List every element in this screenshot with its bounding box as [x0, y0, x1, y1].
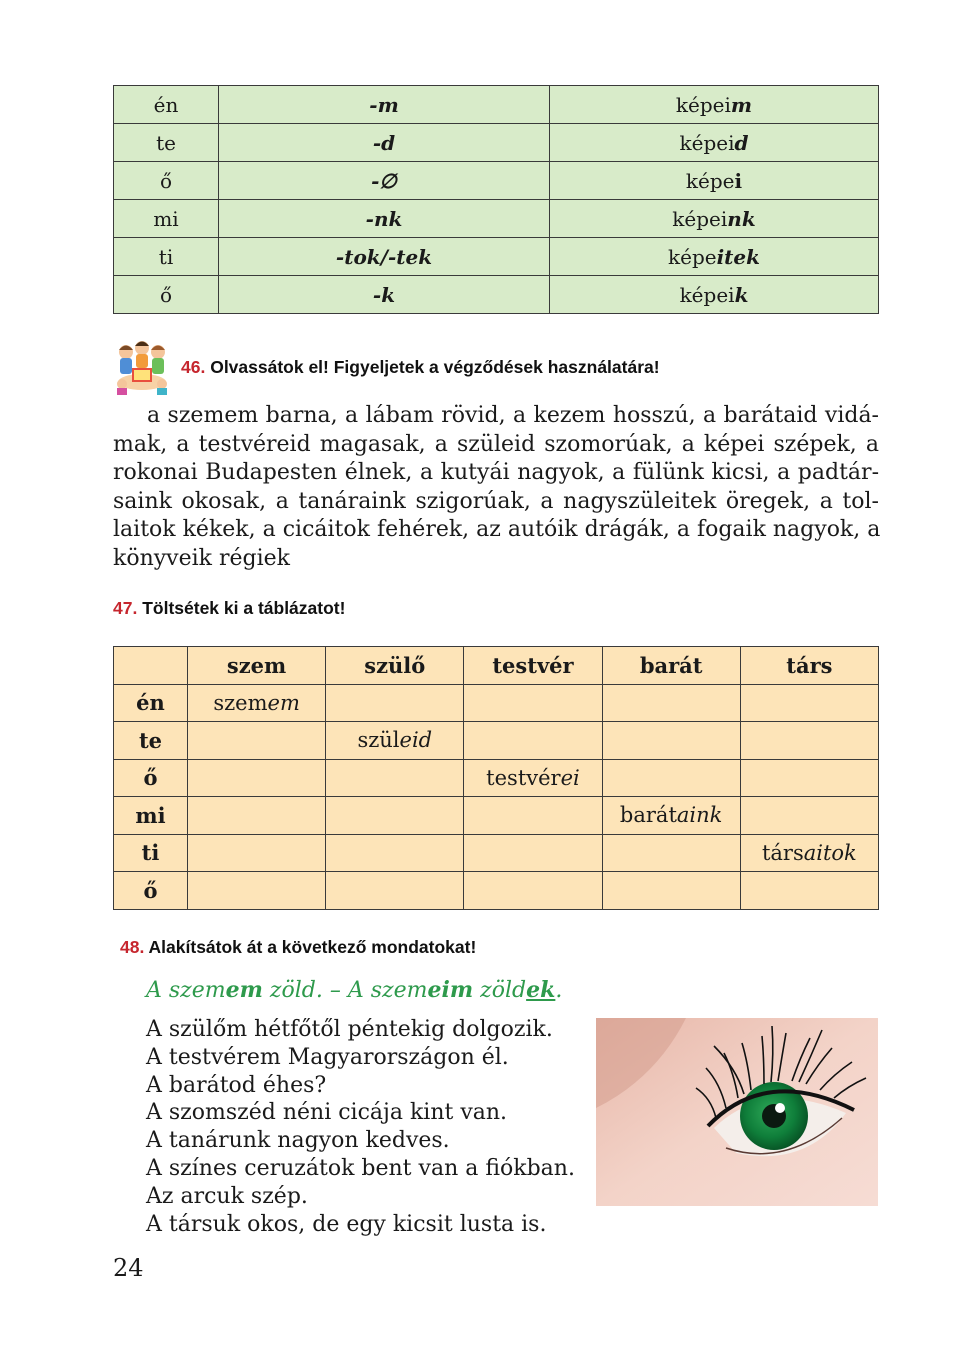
pronoun-cell: én [114, 86, 219, 124]
page-number: 24 [113, 1254, 144, 1282]
word-ending: aink [676, 803, 723, 828]
sentence: A szülőm hétfőtől péntekig dolgozik. [146, 1017, 553, 1042]
empty-answer-cell[interactable] [740, 684, 878, 722]
word-ending: nk [727, 206, 756, 231]
example-word-cell [550, 200, 879, 238]
paragraph-line: saink okosak, a tanáraink szigorúak, a nagyszüleitek öregek, a tol- [113, 488, 879, 514]
empty-answer-cell[interactable] [464, 684, 602, 722]
sentence-list [146, 1016, 575, 1238]
word-ending: k [734, 282, 749, 307]
paragraph-line: könyveik régiek [113, 545, 290, 571]
table-row [114, 722, 879, 760]
sentence: A színes ceruzátok bent van a fiókban. [146, 1155, 575, 1181]
pronoun-cell: te [114, 124, 219, 162]
suffix-cell: -k [219, 276, 550, 314]
empty-answer-cell[interactable] [188, 834, 326, 872]
suffix-cell: -d [219, 124, 550, 162]
column-header: társ [740, 647, 878, 685]
exercise-47-title: Töltsétek ki a táblázatot! [142, 598, 346, 618]
paragraph-line: a szemem barna, a lábam rövid, a kezem hosszú, a barátaid vidá- [147, 403, 879, 428]
empty-answer-cell[interactable] [602, 834, 740, 872]
paragraph-line: rokonai Budapesten élnek, a kutyái nagyok, a fülünk kicsi, a padtár- [113, 460, 879, 485]
empty-answer-cell[interactable] [740, 759, 878, 797]
table-row [114, 759, 879, 797]
empty-answer-cell[interactable] [464, 872, 602, 910]
table-row [114, 200, 879, 238]
exercise-46-heading [181, 357, 660, 378]
sentence: A barátod éhes? [146, 1072, 327, 1098]
empty-answer-cell[interactable] [740, 797, 878, 835]
table-row [114, 872, 879, 910]
paragraph-line: laitok kékek, a cicáitok fehérek, az autóik drágák, a fogaik nagyok, a [113, 517, 881, 542]
empty-answer-cell[interactable] [188, 872, 326, 910]
word-ending: em [267, 690, 300, 715]
column-header: barát [602, 647, 740, 685]
answer-cell[interactable] [602, 797, 740, 835]
word-base: társ [761, 840, 804, 865]
word-ending: itek [716, 244, 760, 269]
table-row [114, 238, 879, 276]
empty-answer-cell[interactable] [326, 834, 464, 872]
suffix-cell: -m [219, 86, 550, 124]
table-row [114, 276, 879, 314]
word-ending: ei [560, 765, 580, 790]
exercise-48-heading [120, 937, 476, 958]
green-eye-photo [596, 1018, 878, 1206]
example-word-cell [550, 162, 879, 200]
sentence: Az arcuk szép. [146, 1183, 308, 1209]
empty-answer-cell[interactable] [464, 722, 602, 760]
empty-answer-cell[interactable] [602, 684, 740, 722]
pronoun-cell: ő [114, 759, 188, 797]
empty-answer-cell[interactable] [740, 872, 878, 910]
table-row [114, 162, 879, 200]
sentence: A társuk okos, de egy kicsit lusta is. [146, 1211, 547, 1237]
column-header [114, 647, 188, 685]
word-base: képei [675, 92, 731, 117]
suffix-cell: -nk [219, 200, 550, 238]
pronoun-cell: én [114, 684, 188, 722]
sentence: A tanárunk nagyon kedves. [146, 1128, 450, 1154]
table-row [114, 834, 879, 872]
word-ending: m [730, 92, 753, 117]
pronoun-cell: ő [114, 872, 188, 910]
exercise-46-text [113, 402, 879, 573]
answer-cell[interactable] [740, 834, 878, 872]
empty-answer-cell[interactable] [464, 797, 602, 835]
suffix-cell: -tok/-tek [219, 238, 550, 276]
word-ending: eid [399, 728, 433, 753]
exercise-47-heading [113, 598, 345, 619]
empty-answer-cell[interactable] [464, 834, 602, 872]
empty-answer-cell[interactable] [326, 684, 464, 722]
empty-answer-cell[interactable] [602, 722, 740, 760]
pronoun-cell: te [114, 722, 188, 760]
empty-answer-cell[interactable] [326, 797, 464, 835]
pronoun-cell: ti [114, 834, 188, 872]
exercise-46-number: 46. [181, 357, 206, 377]
sentence: A testvérem Magyarországon él. [146, 1044, 509, 1070]
word-base: képei [672, 206, 728, 231]
exercise-48-title: Alakítsátok át a következő mondatokat! [148, 937, 477, 957]
exercise-47-number: 47. [113, 598, 138, 618]
word-base: testvér [486, 765, 561, 790]
empty-answer-cell[interactable] [188, 722, 326, 760]
word-base: képe [685, 168, 735, 193]
word-ending: d [734, 130, 749, 155]
answer-cell[interactable] [188, 684, 326, 722]
word-ending: aitok [803, 840, 857, 865]
empty-answer-cell[interactable] [188, 797, 326, 835]
example-sentence: A szemem zöld. – A szemeim zöldek. [146, 977, 563, 1003]
pronoun-cell: ő [114, 276, 219, 314]
exercise-46-title: Olvassátok el! Figyeljetek a végződések használatára! [210, 357, 660, 377]
empty-answer-cell[interactable] [602, 872, 740, 910]
column-header: testvér [464, 647, 602, 685]
column-header: szem [188, 647, 326, 685]
table-row [114, 797, 879, 835]
empty-answer-cell[interactable] [326, 759, 464, 797]
example-word-cell [550, 276, 879, 314]
pronoun-cell: mi [114, 200, 219, 238]
word-base: képei [679, 130, 735, 155]
column-header: szülő [326, 647, 464, 685]
word-base: szem [213, 690, 268, 715]
sentence: A szomszéd néni cicája kint van. [146, 1100, 508, 1126]
paragraph-line: mak, a testvéreid magasak, a szüleid szomorúak, a képei szépek, a [113, 431, 879, 457]
example-word-cell [550, 86, 879, 124]
empty-answer-cell[interactable] [740, 722, 878, 760]
example-word-cell [550, 124, 879, 162]
answer-cell[interactable] [326, 722, 464, 760]
fill-in-table [113, 646, 879, 910]
word-base: barát [619, 803, 677, 828]
table-row [114, 86, 879, 124]
table-row [114, 684, 879, 722]
pronoun-cell: ti [114, 238, 219, 276]
exercise-48-number: 48. [120, 937, 145, 957]
children-reading-icon [112, 338, 172, 396]
word-base: képe [667, 244, 717, 269]
empty-answer-cell[interactable] [602, 759, 740, 797]
empty-answer-cell[interactable] [188, 759, 326, 797]
pronoun-cell: ő [114, 162, 219, 200]
pronoun-cell: mi [114, 797, 188, 835]
possessive-suffix-table [113, 85, 879, 314]
answer-cell[interactable] [464, 759, 602, 797]
word-base: szül [357, 728, 400, 753]
word-ending: i [734, 168, 743, 193]
empty-answer-cell[interactable] [326, 872, 464, 910]
word-base: képei [679, 282, 735, 307]
suffix-cell: -∅ [219, 162, 550, 200]
example-word-cell [550, 238, 879, 276]
table-row [114, 124, 879, 162]
